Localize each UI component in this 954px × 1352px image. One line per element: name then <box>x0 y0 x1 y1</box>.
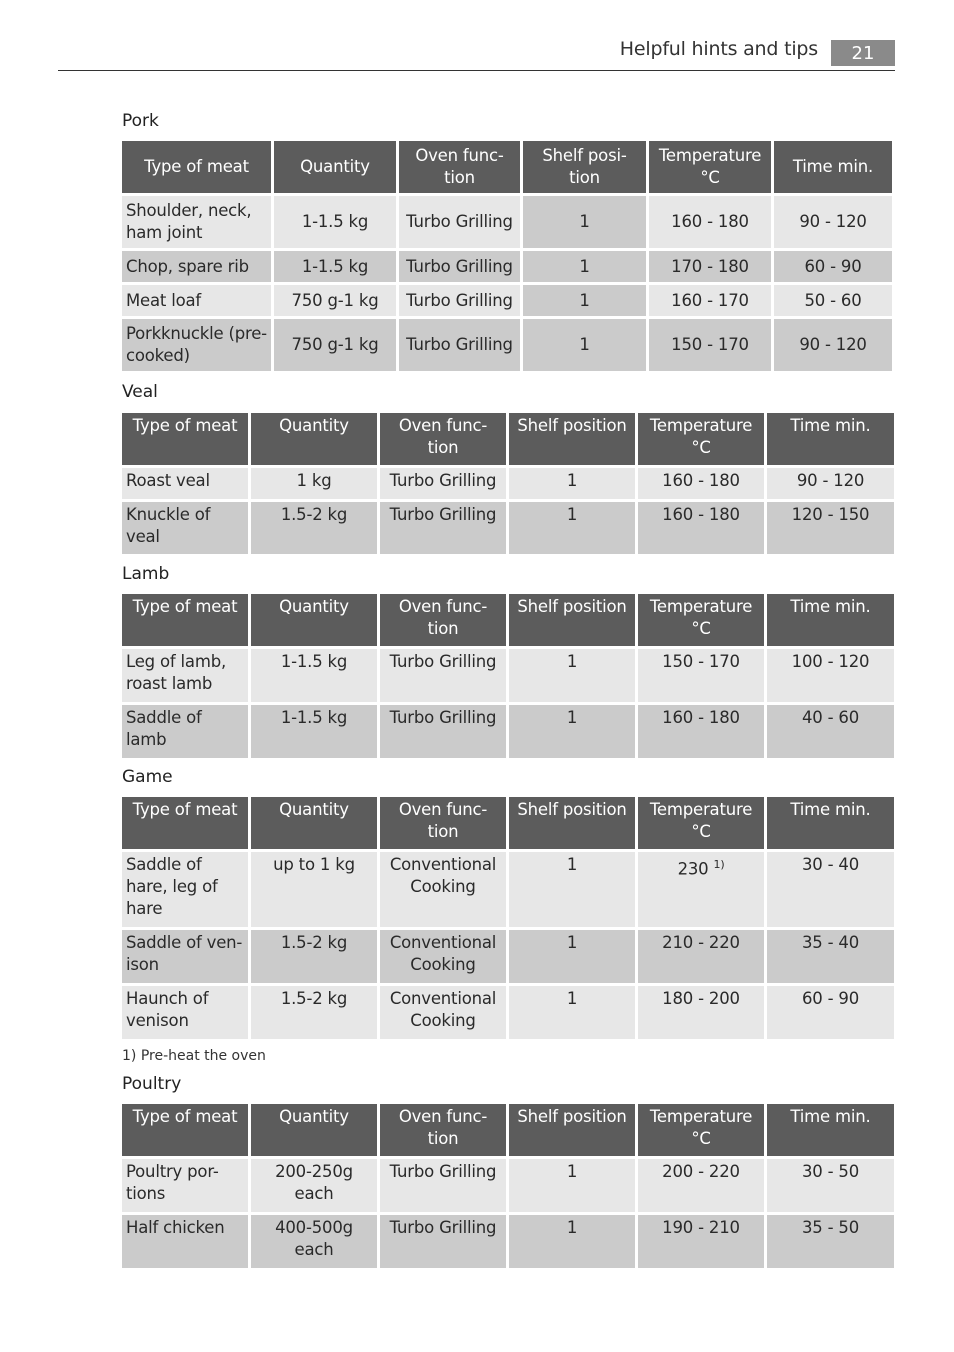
cell-shelf: 1 <box>509 852 635 927</box>
poultry-table <box>119 1101 897 1271</box>
column-header-oven-function: Oven func- tion <box>380 1104 506 1156</box>
cell-shelf: 1 <box>523 251 646 282</box>
cell-shelf: 1 <box>509 1159 635 1212</box>
column-header-quantity: Quantity <box>251 413 377 465</box>
column-header-shelf: Shelf position <box>509 1104 635 1156</box>
cell-oven-function: Turbo Grilling <box>399 196 520 248</box>
table-header-row <box>122 797 894 849</box>
table-row <box>122 285 892 316</box>
table-row <box>122 502 894 554</box>
column-header-shelf: Shelf position <box>509 797 635 849</box>
table-row <box>122 468 894 499</box>
cell-time: 50 - 60 <box>774 285 892 316</box>
cell-time: 90 - 120 <box>774 319 892 371</box>
table-row <box>122 705 894 758</box>
cell-temperature: 180 - 200 <box>638 986 764 1039</box>
column-header-oven-function: Oven func- tion <box>380 594 506 646</box>
cell-type: Haunch of venison <box>122 986 248 1039</box>
cell-time: 90 - 120 <box>767 468 894 499</box>
cell-time: 30 - 50 <box>767 1159 894 1212</box>
table-header-row <box>122 594 894 646</box>
cell-shelf: 1 <box>523 319 646 371</box>
cell-time: 35 - 40 <box>767 930 894 983</box>
cell-quantity: 1.5-2 kg <box>251 930 377 983</box>
cell-quantity: 1-1.5 kg <box>274 251 396 282</box>
cell-type: Poultry por- tions <box>122 1159 248 1212</box>
cell-type: Chop, spare rib <box>122 251 271 282</box>
section-title-poultry: Poultry <box>122 1074 182 1094</box>
column-header-time: Time min. <box>767 594 894 646</box>
cell-oven-function: Conventional Cooking <box>380 930 506 983</box>
table-row <box>122 852 894 927</box>
cell-time: 120 - 150 <box>767 502 894 554</box>
cell-quantity: 1-1.5 kg <box>274 196 396 248</box>
lamb-table <box>119 591 897 761</box>
column-header-type: Type of meat <box>122 797 248 849</box>
column-header-temperature: Temperature °C <box>638 413 764 465</box>
column-header-type: Type of meat <box>122 1104 248 1156</box>
cell-type: Meat loaf <box>122 285 271 316</box>
table-header-row <box>122 1104 894 1156</box>
cell-oven-function: Conventional Cooking <box>380 986 506 1039</box>
cell-time: 60 - 90 <box>767 986 894 1039</box>
cell-type: Saddle of lamb <box>122 705 248 758</box>
cell-shelf: 1 <box>509 468 635 499</box>
cell-temperature: 150 - 170 <box>638 649 764 702</box>
column-header-type: Type of meat <box>122 594 248 646</box>
cell-shelf: 1 <box>509 1215 635 1268</box>
cell-type: Roast veal <box>122 468 248 499</box>
column-header-shelf: Shelf position <box>509 594 635 646</box>
section-title-game: Game <box>122 767 173 787</box>
column-header-temperature: Temperature °C <box>638 594 764 646</box>
column-header-quantity: Quantity <box>251 797 377 849</box>
cell-temperature: 160 - 180 <box>638 705 764 758</box>
cell-type: Half chicken <box>122 1215 248 1268</box>
cell-oven-function: Turbo Grilling <box>380 1159 506 1212</box>
column-header-temperature: Temperature °C <box>638 797 764 849</box>
cell-temperature: 230 $^{1)}$ <box>638 852 764 927</box>
cell-quantity: 1 kg <box>251 468 377 499</box>
table-header-row <box>122 141 892 193</box>
cell-temperature: 150 - 170 <box>649 319 771 371</box>
column-header-quantity: Quantity <box>251 594 377 646</box>
pork-table <box>119 138 895 374</box>
column-header-shelf: Shelf position <box>509 413 635 465</box>
cell-shelf: 1 <box>509 986 635 1039</box>
cell-time: 35 - 50 <box>767 1215 894 1268</box>
cell-type: Saddle of hare, leg of hare <box>122 852 248 927</box>
table-row <box>122 930 894 983</box>
cell-type: Saddle of ven- ison <box>122 930 248 983</box>
cell-quantity: 200-250g each <box>251 1159 377 1212</box>
column-header-quantity: Quantity <box>274 141 396 193</box>
cell-type: Porkknuckle (pre- cooked) <box>122 319 271 371</box>
header-divider <box>58 70 895 71</box>
column-header-oven-function: Oven func- tion <box>399 141 520 193</box>
cell-oven-function: Turbo Grilling <box>380 705 506 758</box>
cell-shelf: 1 <box>509 930 635 983</box>
table-row <box>122 986 894 1039</box>
section-title-pork: Pork <box>122 111 159 131</box>
column-header-time: Time min. <box>767 1104 894 1156</box>
cell-temperature: 190 - 210 <box>638 1215 764 1268</box>
section-title-lamb: Lamb <box>122 564 170 584</box>
section-title-veal: Veal <box>122 382 158 402</box>
cell-time: 60 - 90 <box>774 251 892 282</box>
cell-time: 90 - 120 <box>774 196 892 248</box>
cell-oven-function: Turbo Grilling <box>380 1215 506 1268</box>
footnote-preheat: 1) Pre-heat the oven <box>122 1048 266 1064</box>
column-header-oven-function: Oven func- tion <box>380 797 506 849</box>
table-row <box>122 1215 894 1268</box>
column-header-type: Type of meat <box>122 413 248 465</box>
cell-shelf: 1 <box>509 705 635 758</box>
cell-oven-function: Turbo Grilling <box>399 319 520 371</box>
cell-oven-function: Turbo Grilling <box>380 468 506 499</box>
cell-oven-function: Turbo Grilling <box>380 502 506 554</box>
cell-quantity: 1.5-2 kg <box>251 502 377 554</box>
column-header-time: Time min. <box>767 797 894 849</box>
page-header-title: Helpful hints and tips <box>619 38 818 60</box>
column-header-quantity: Quantity <box>251 1104 377 1156</box>
cell-oven-function: Turbo Grilling <box>380 649 506 702</box>
cell-quantity: 400-500g each <box>251 1215 377 1268</box>
cell-shelf: 1 <box>523 196 646 248</box>
cell-time: 40 - 60 <box>767 705 894 758</box>
column-header-temperature: Temperature °C <box>649 141 771 193</box>
table-row <box>122 251 892 282</box>
cell-shelf: 1 <box>509 649 635 702</box>
column-header-type: Type of meat <box>122 141 271 193</box>
column-header-shelf: Shelf posi- tion <box>523 141 646 193</box>
veal-table <box>119 410 897 557</box>
column-header-time: Time min. <box>767 413 894 465</box>
cell-quantity: up to 1 kg <box>251 852 377 927</box>
cell-quantity: 750 g-1 kg <box>274 319 396 371</box>
cell-quantity: 1-1.5 kg <box>251 649 377 702</box>
cell-shelf: 1 <box>509 502 635 554</box>
cell-quantity: 1.5-2 kg <box>251 986 377 1039</box>
cell-temperature: 160 - 170 <box>649 285 771 316</box>
table-row <box>122 649 894 702</box>
cell-oven-function: Turbo Grilling <box>399 285 520 316</box>
cell-temperature: 160 - 180 <box>638 502 764 554</box>
cell-type: Shoulder, neck, ham joint <box>122 196 271 248</box>
cell-temperature: 200 - 220 <box>638 1159 764 1212</box>
page-number-badge: 21 <box>831 40 895 66</box>
cell-type: Leg of lamb, roast lamb <box>122 649 248 702</box>
cell-temperature: 160 - 180 <box>649 196 771 248</box>
cell-oven-function: Turbo Grilling <box>399 251 520 282</box>
cell-temperature: 170 - 180 <box>649 251 771 282</box>
table-row <box>122 1159 894 1212</box>
table-row <box>122 319 892 371</box>
column-header-oven-function: Oven func- tion <box>380 413 506 465</box>
game-table <box>119 794 897 1042</box>
footnote-marker: 1) <box>713 858 725 871</box>
cell-time: 30 - 40 <box>767 852 894 927</box>
column-header-time: Time min. <box>774 141 892 193</box>
table-header-row <box>122 413 894 465</box>
cell-oven-function: Conventional Cooking <box>380 852 506 927</box>
cell-temperature: 210 - 220 <box>638 930 764 983</box>
table-row <box>122 196 892 248</box>
cell-quantity: 750 g-1 kg <box>274 285 396 316</box>
cell-temperature: 160 - 180 <box>638 468 764 499</box>
cell-quantity: 1-1.5 kg <box>251 705 377 758</box>
column-header-temperature: Temperature °C <box>638 1104 764 1156</box>
cell-time: 100 - 120 <box>767 649 894 702</box>
cell-type: Knuckle of veal <box>122 502 248 554</box>
cell-shelf: 1 <box>523 285 646 316</box>
